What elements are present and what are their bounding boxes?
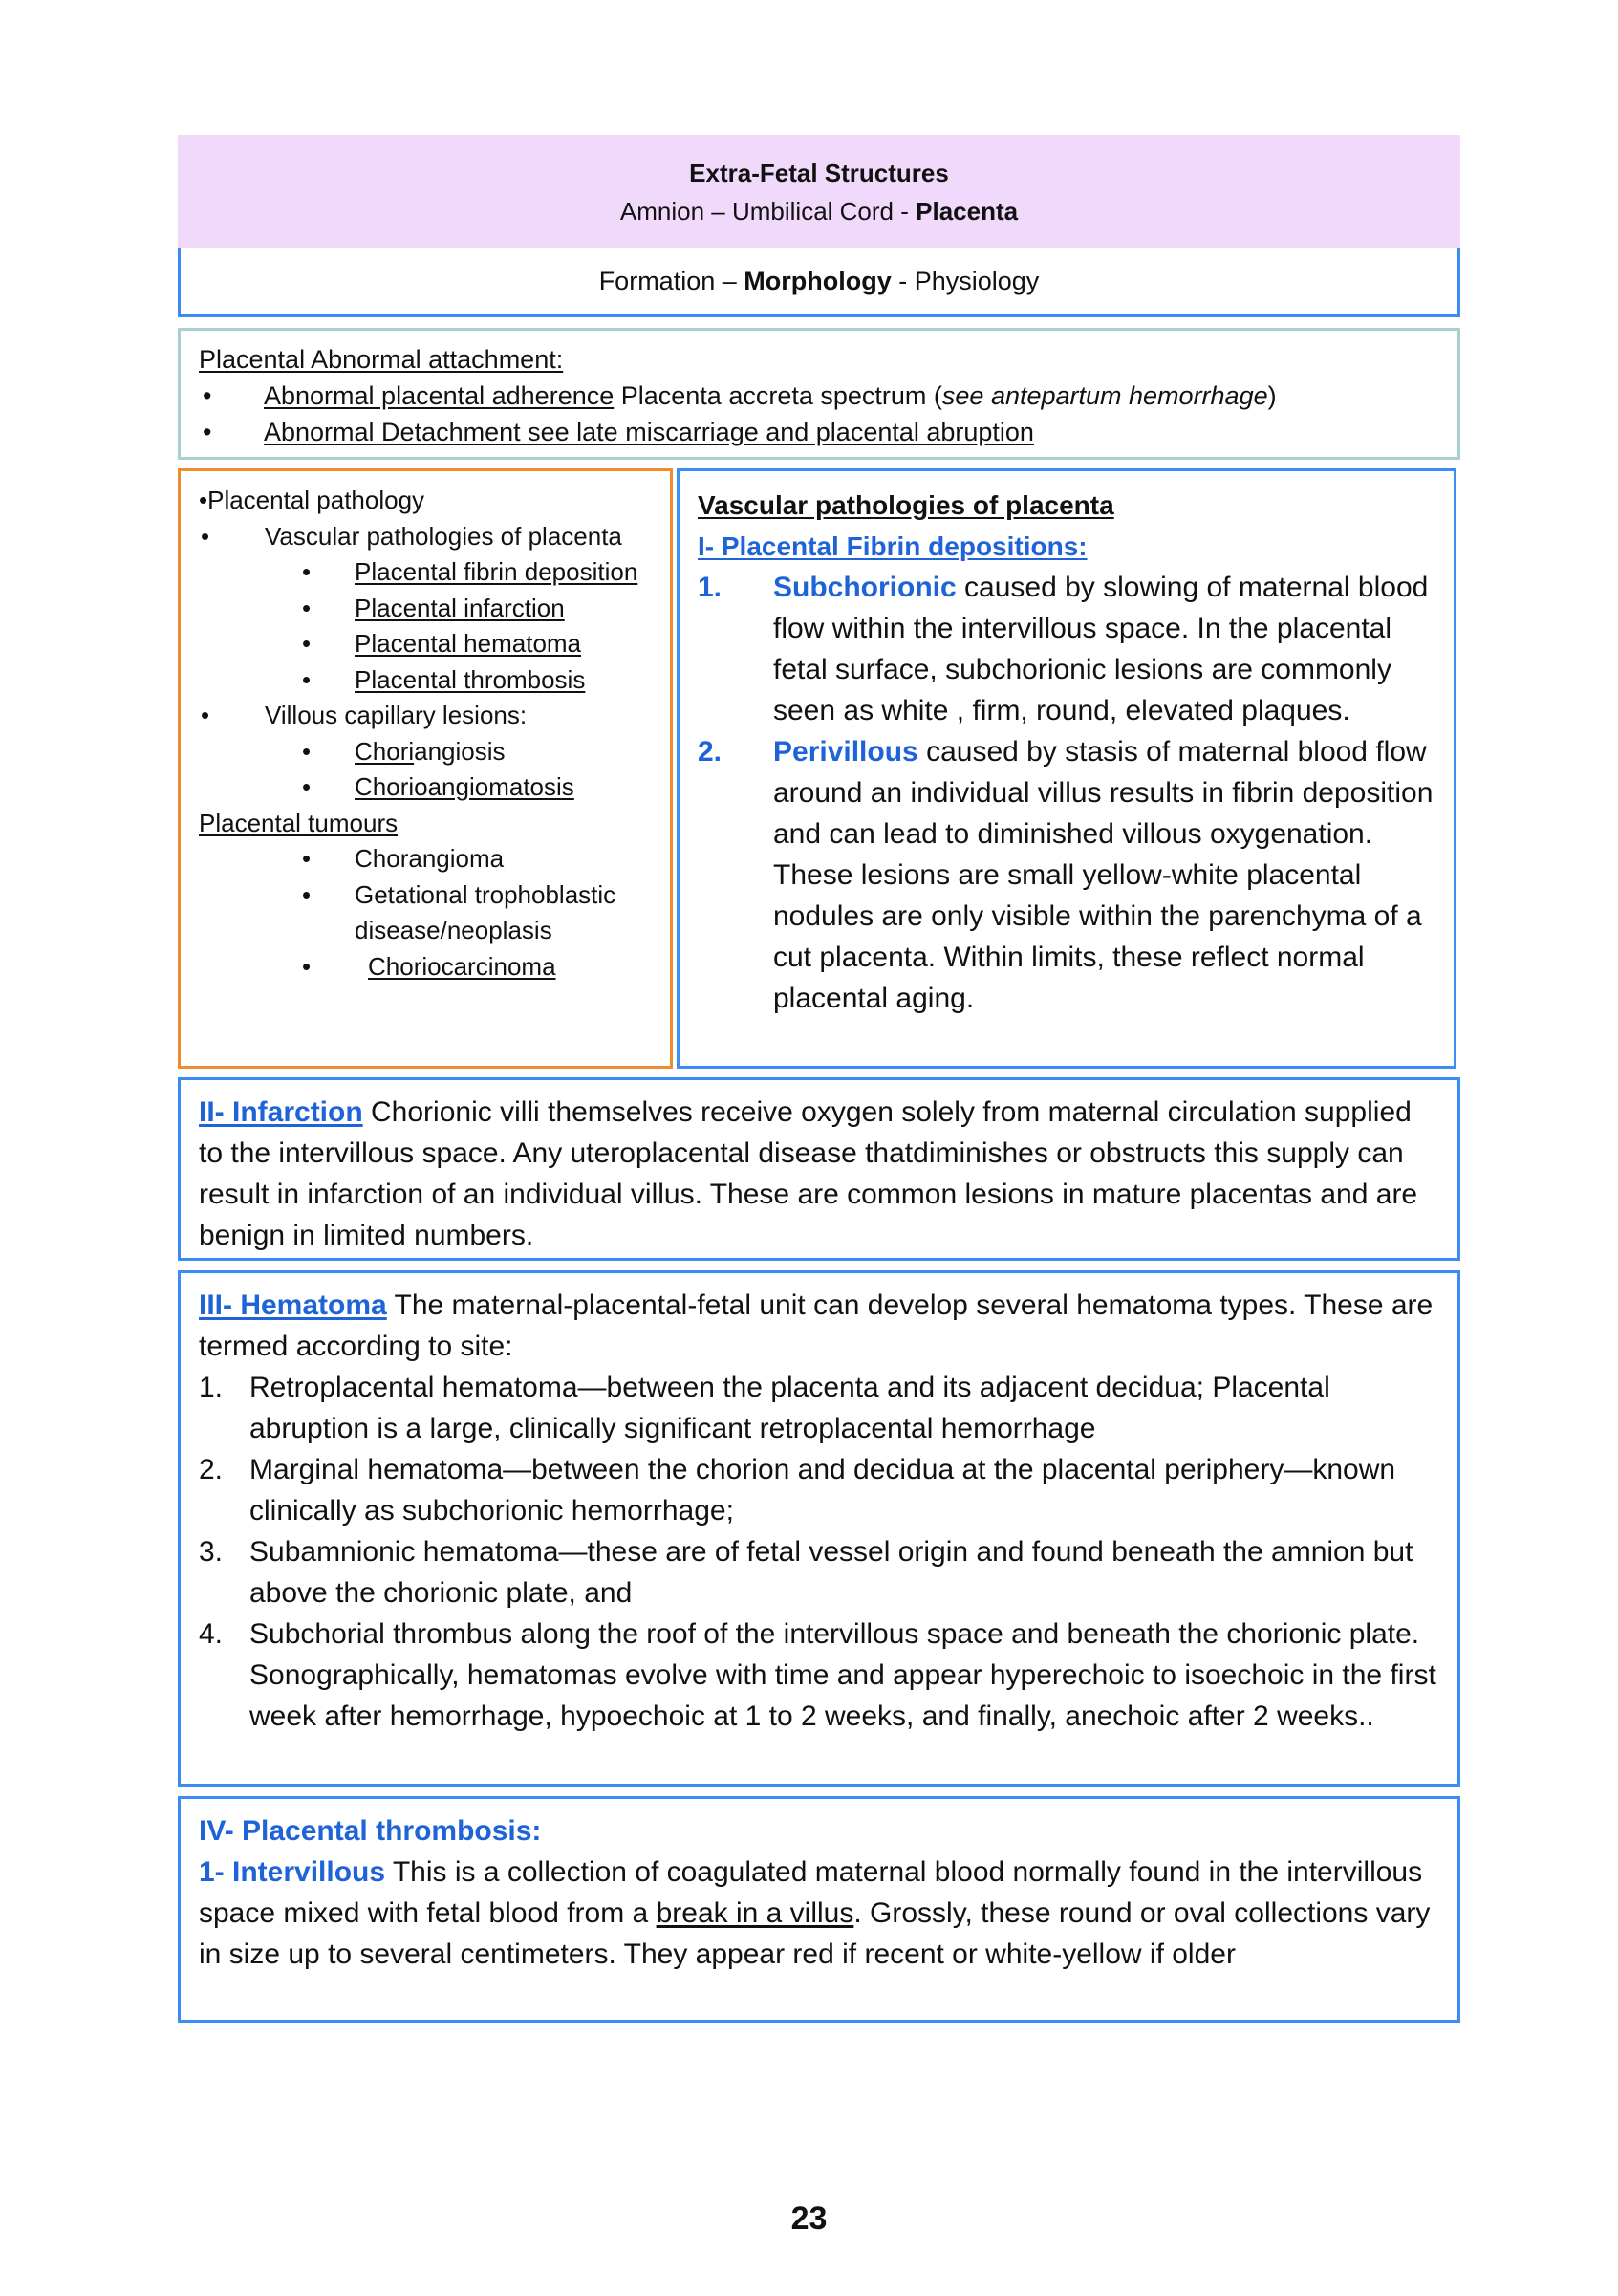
nav-physiology: - Physiology: [891, 267, 1040, 295]
outline-link[interactable]: Placental thrombosis: [355, 664, 586, 694]
item-number: 4.: [199, 1618, 224, 1650]
attachment-link[interactable]: Abnormal Detachment see late miscarriage and placental abruption: [264, 418, 1034, 446]
hematoma-item: [199, 1531, 1440, 1614]
vascular-heading: Vascular pathologies of placenta: [698, 490, 1114, 520]
outline-vascular-heading: Vascular pathologies of placenta: [265, 521, 622, 551]
thrombosis-text: This is a collection of coagulated maternal blood normally found in the intervillous space mixed with fetal blood from a: [199, 1856, 1423, 1929]
outline-link[interactable]: Placental hematoma: [355, 629, 582, 658]
fibrin-item: [698, 731, 1444, 1019]
attachment-link[interactable]: Abnormal placental adherence: [264, 381, 615, 410]
outline-item: [199, 698, 670, 734]
attachment-heading: Placental Abnormal attachment:: [199, 345, 564, 374]
bullet-icon: •: [302, 629, 312, 658]
bullet-icon: •: [302, 772, 312, 801]
thrombosis-underlined: break in a villus: [656, 1897, 854, 1929]
thrombosis-title: IV- Placental thrombosis:: [199, 1815, 542, 1847]
vascular-pathologies-box: [677, 468, 1456, 1069]
item-number: 2.: [698, 736, 723, 768]
outline-subitem: [199, 662, 670, 699]
bullet-icon: •: [201, 701, 210, 729]
outline-text: Getational trophoblastic disease/neoplasis: [355, 879, 616, 944]
bullet-icon: •: [203, 381, 212, 410]
item-number: 2.: [199, 1454, 224, 1485]
attachment-item: [199, 378, 1457, 414]
outline-item: [199, 519, 670, 555]
outline-subitem: [199, 591, 670, 627]
attachment-text: Placenta accreta spectrum (: [614, 381, 942, 410]
header-nav: [178, 248, 1460, 317]
hematoma-item: [199, 1449, 1440, 1531]
item-number: 3.: [199, 1536, 224, 1568]
hematoma-intro-text: The maternal-placental-fetal unit can develop several hematoma types. These are termed according to site:: [199, 1289, 1434, 1362]
item-text: caused by slowing of maternal blood flow within the intervillous space. In the placental fetal surface, subchorionic lesions are commonly seen as white , firm, round, elevated plaques.: [773, 572, 1429, 726]
item-text: Marginal hematoma—between the chorion and decidua at the placental periphery—known clinically as subchorionic hemorrhage;: [249, 1454, 1396, 1527]
item-number: 1.: [199, 1372, 224, 1403]
outline-subitem: [199, 949, 670, 986]
infarction-text: Chorionic villi themselves receive oxygen solely from maternal circulation supplied to the intervillous space. Any uteroplacental disease thatdiminishes or obstructs this supply can result in infarction of an individual villus. These are common lesions in mature placentas and are benign in limited numbers.: [199, 1096, 1418, 1251]
page-number: 23: [790, 2200, 828, 2237]
header-subtitle: [178, 192, 1460, 230]
attachment-item: [199, 414, 1457, 450]
infarction-box: [178, 1077, 1460, 1261]
bullet-icon: •: [302, 879, 312, 909]
header-title: Extra-Fetal Structures: [689, 159, 949, 187]
thrombosis-paragraph: [199, 1852, 1440, 1975]
item-number: 1.: [698, 572, 723, 603]
outline-root: •Placental pathology: [199, 486, 425, 514]
hematoma-item: [199, 1367, 1440, 1449]
outline-subitem: [199, 734, 670, 770]
bullet-icon: •: [302, 951, 312, 981]
page-header: [178, 135, 1460, 248]
pathology-outline: [178, 468, 673, 1069]
bullet-icon: •: [302, 593, 312, 622]
bullet-icon: •: [302, 557, 312, 586]
outline-text: Chorangioma: [355, 844, 505, 873]
hematoma-item: [199, 1614, 1440, 1737]
outline-subitem: [199, 769, 670, 806]
outline-villous-heading: Villous capillary lesions:: [265, 701, 528, 729]
outline-link[interactable]: Chori: [355, 736, 415, 766]
header-subtitle-text: Amnion – Umbilical Cord -: [619, 197, 917, 226]
outline-subitem: [199, 841, 670, 877]
item-text: Subamnionic hematoma—these are of fetal vessel origin and found beneath the amnion but above the chorionic plate, and: [249, 1536, 1413, 1609]
hematoma-box: [178, 1270, 1460, 1787]
attachment-italic: see antepartum hemorrhage: [941, 381, 1268, 410]
nav-morphology: Morphology: [744, 267, 892, 295]
bullet-icon: •: [203, 418, 212, 446]
attachment-tail: ): [1267, 381, 1277, 410]
thrombosis-box: [178, 1796, 1460, 2023]
item-text: Retroplacental hematoma—between the placenta and its adjacent decidua; Placental abruption is a large, clinically significant retroplacental hemorrhage: [249, 1372, 1330, 1444]
outline-subitem: [199, 554, 670, 591]
bullet-icon: •: [302, 844, 312, 873]
infarction-title: II- Infarction: [199, 1096, 363, 1128]
nav-formation: Formation –: [598, 267, 744, 295]
thrombosis-text: . Grossly, these round or oval collections vary in size up to several centimeters. They appear red if recent or white-yellow if older: [199, 1897, 1431, 1970]
outline-link[interactable]: Chorioangiomatosis: [355, 772, 574, 801]
outline-link[interactable]: Placental fibrin deposition: [355, 557, 638, 586]
bullet-icon: •: [302, 664, 312, 694]
outline-link[interactable]: Placental infarction: [355, 593, 565, 622]
thrombosis-subtitle: 1- Intervillous: [199, 1856, 386, 1888]
outline-subitem: [199, 626, 670, 662]
fibrin-item: [698, 567, 1444, 731]
header-subtitle-bold: Placenta: [916, 197, 1019, 226]
fibrin-section-title: I- Placental Fibrin depositions:: [698, 531, 1088, 561]
bullet-icon: •: [302, 736, 312, 766]
outline-link[interactable]: Choriocarcinoma: [368, 951, 556, 981]
hematoma-intro: [199, 1285, 1440, 1367]
abnormal-attachment-box: [178, 328, 1460, 460]
item-text: caused by stasis of maternal blood flow around an individual villus results in fibrin deposition and can lead to diminished villous oxygenation. These lesions are small yellow-white placental nodules are only visible within the parenchyma of a cut placenta. Within limits, these reflect normal placental aging.: [773, 736, 1434, 1014]
hematoma-title: III- Hematoma: [199, 1289, 387, 1321]
item-term: Perivillous: [773, 736, 918, 768]
item-term: Subchorionic: [773, 572, 957, 603]
outline-text: angiosis: [414, 736, 506, 766]
bullet-icon: •: [201, 521, 210, 551]
item-text: Subchorial thrombus along the roof of the intervillous space and beneath the chorionic plate. Sonographically, hematomas evolve with time and appear hyperechoic to isoechoic in the first week after hemorrhage, hypoechoic at 1 to 2 weeks, and finally, anechoic after 2 weeks..: [249, 1618, 1436, 1732]
outline-subitem: [199, 877, 670, 949]
outline-tumours-heading[interactable]: Placental tumours: [199, 808, 399, 837]
